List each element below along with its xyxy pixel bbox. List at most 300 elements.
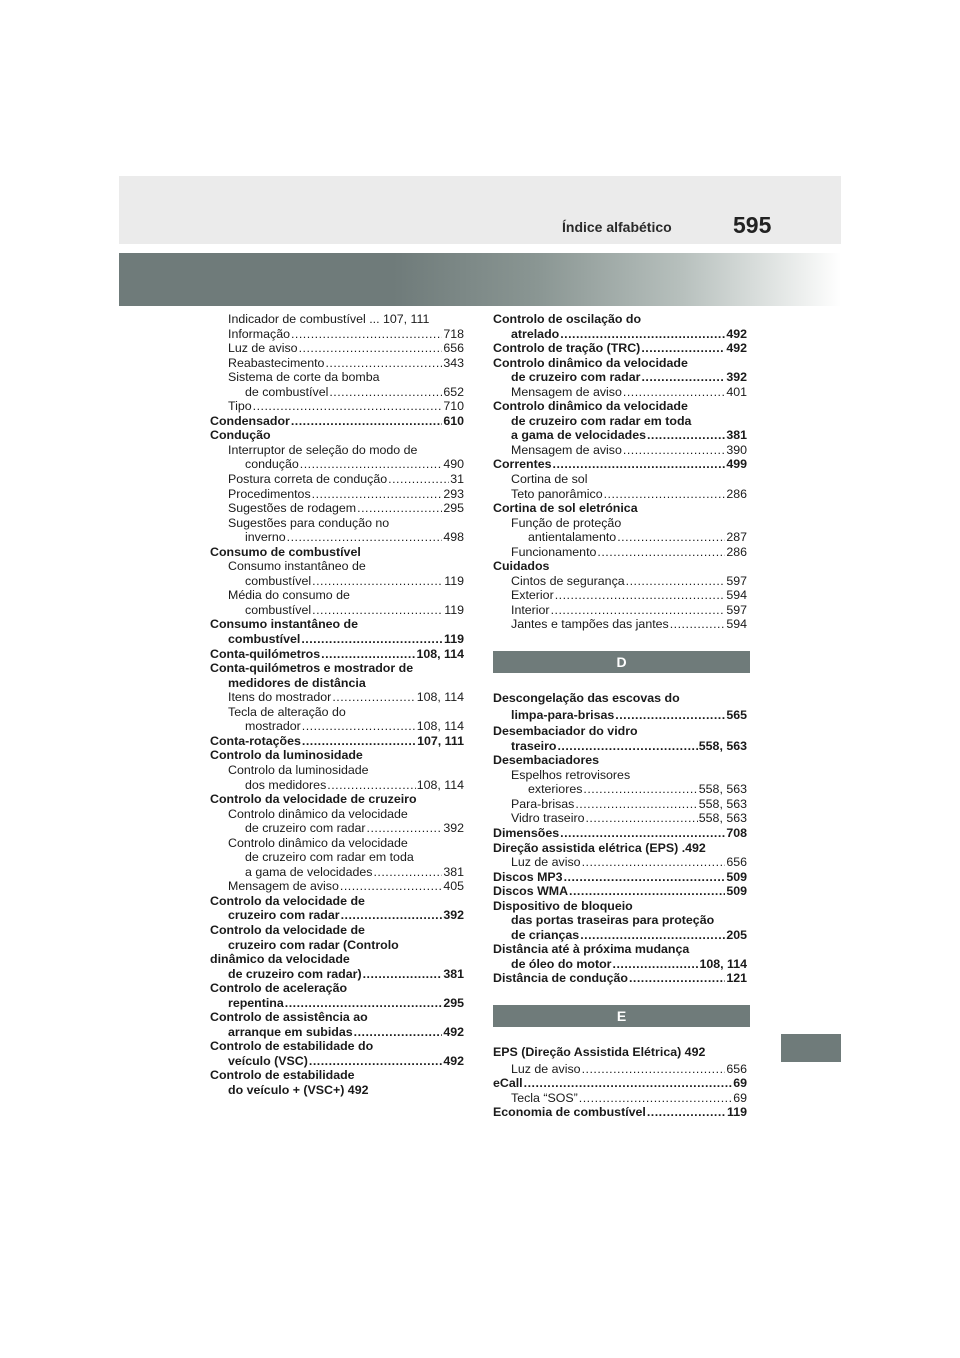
index-entry-label: Desembaciador do vidro <box>493 724 638 739</box>
index-entry-leader <box>582 1062 726 1077</box>
index-entry-page: 492 <box>443 1053 464 1068</box>
index-entry <box>493 768 747 783</box>
index-entry <box>493 428 747 443</box>
index-section-e <box>493 1045 747 1120</box>
index-entry <box>210 370 464 385</box>
index-entry <box>210 661 464 676</box>
index-entry-page: 381 <box>726 428 747 443</box>
index-entry <box>493 588 747 603</box>
index-entry <box>493 530 747 545</box>
index-entry <box>210 530 464 545</box>
index-entry-page: 492 <box>726 341 747 356</box>
index-entry-page: 108, 114 <box>416 719 464 734</box>
index-entry-page: 119 <box>727 1105 747 1120</box>
index-entry-label: Vidro traseiro <box>511 811 585 826</box>
index-entry-label: veículo (VSC) <box>228 1053 308 1068</box>
index-entry-leader <box>301 632 443 647</box>
index-entry <box>493 841 747 856</box>
index-entry-leader <box>367 821 443 836</box>
index-entry-label: Itens do mostrador <box>228 690 332 705</box>
index-entry <box>210 719 464 734</box>
index-entry-label: de cruzeiro com radar <box>511 370 641 385</box>
index-entry-leader <box>560 327 725 342</box>
index-column-right <box>493 312 747 1120</box>
index-entry-label: Interior <box>511 602 550 617</box>
index-entry <box>210 792 464 807</box>
index-entry-leader <box>327 778 415 793</box>
index-entry-label: Condução <box>210 428 271 443</box>
index-entry <box>493 574 747 589</box>
index-entry-page: 381 <box>443 966 464 981</box>
index-entry <box>493 811 747 826</box>
index-entry-leader <box>555 588 726 603</box>
index-entry-label: Exterior <box>511 588 554 603</box>
index-entry-label: inverno <box>245 530 286 545</box>
index-entry-page: 597 <box>726 573 747 588</box>
index-entry-page: 121 <box>726 971 747 986</box>
index-entry-leader <box>569 884 725 899</box>
index-entry-label: Procedimentos <box>228 486 311 501</box>
index-entry-label: de cruzeiro com radar <box>245 821 366 836</box>
index-entry <box>493 327 747 342</box>
index-entry-page: 558, 563 <box>698 796 747 811</box>
index-entry-page: 392 <box>443 821 464 836</box>
index-entry-label: Cortina de sol <box>511 472 588 487</box>
index-entry-leader <box>585 811 697 826</box>
index-entry <box>493 399 747 414</box>
index-entry-label: arranque em subidas <box>228 1024 353 1039</box>
index-entry-leader <box>302 719 416 734</box>
section-header-e: E <box>493 1005 750 1027</box>
index-entry <box>210 690 464 705</box>
index-entry-label: Controlo da luminosidade <box>210 748 363 763</box>
index-entry-leader <box>285 996 443 1011</box>
index-entry-label: Cintos de segurança <box>511 573 625 588</box>
index-entry <box>493 559 747 574</box>
index-entry-page: 490 <box>443 457 464 472</box>
index-entry-label: Cuidados <box>493 559 550 574</box>
index-entry-leader <box>580 928 725 943</box>
page-number: 595 <box>733 212 772 238</box>
index-entry <box>210 487 464 502</box>
index-entry-label: Tecla “SOS” <box>511 1090 578 1105</box>
index-entry-label: Correntes <box>493 457 552 472</box>
index-entry <box>210 807 464 822</box>
index-entry <box>493 971 747 986</box>
index-entry <box>210 574 464 589</box>
index-entry <box>493 691 747 706</box>
index-entry-label: Luz de aviso <box>511 1061 581 1076</box>
index-entry-leader <box>291 414 442 429</box>
index-entry-label: Consumo instantâneo de <box>210 617 359 632</box>
index-entry <box>493 443 747 458</box>
index-entry-label: Interruptor de seleção do modo de <box>228 442 418 457</box>
index-entry-leader <box>579 1091 732 1106</box>
index-entry <box>210 778 464 793</box>
index-entry <box>493 870 747 885</box>
index-entry-label: a gama de velocidades <box>511 428 646 443</box>
index-entry <box>493 739 747 754</box>
index-entry-leader <box>388 472 449 487</box>
index-entry <box>210 632 464 647</box>
index-entry-page: 710 <box>443 399 464 414</box>
index-entry <box>210 1068 464 1083</box>
index-entry-page: 509 <box>726 884 747 899</box>
index-entry-page: 286 <box>726 544 747 559</box>
index-entry-leader <box>354 1025 443 1040</box>
index-entry-label: Conta-quilómetros <box>210 646 321 661</box>
index-entry <box>210 428 464 443</box>
index-entry-label: Direção assistida elétrica (EPS) .492 <box>493 840 706 855</box>
index-entry <box>493 356 747 371</box>
index-entry-label: Controlo da velocidade de <box>210 922 365 937</box>
index-entry-label: Controlo dinâmico da velocidade <box>493 399 688 414</box>
index-entry-page: 119 <box>444 573 464 588</box>
index-entry <box>493 708 747 723</box>
index-entry <box>493 942 747 957</box>
index-entry-page: 558, 563 <box>698 782 747 797</box>
index-entry <box>493 545 747 560</box>
index-entry <box>493 457 747 472</box>
index-entry <box>210 647 464 662</box>
index-entry-label: cruzeiro com radar <box>228 908 340 923</box>
index-entry <box>210 676 464 691</box>
index-entry <box>210 545 464 560</box>
index-entry-page: 119 <box>444 602 464 617</box>
index-entry-leader <box>321 647 415 662</box>
index-entry <box>493 753 747 768</box>
index-entry-page: 565 <box>726 707 747 722</box>
index-entry <box>210 836 464 851</box>
index-entry-leader <box>253 399 443 414</box>
index-section-d <box>493 691 747 986</box>
index-entry <box>493 782 747 797</box>
index-entry-page: 108, 114 <box>699 956 747 971</box>
index-entry-label: Jantes e tampões das jantes <box>511 617 669 632</box>
index-entry <box>210 617 464 632</box>
index-entry-page: 31 <box>450 472 464 487</box>
index-entry-page: 656 <box>443 341 464 356</box>
index-entry-label: de cruzeiro com radar) <box>228 966 362 981</box>
index-entry-leader <box>557 739 697 754</box>
index-entry-leader <box>560 826 725 841</box>
index-entry-page: 492 <box>726 326 747 341</box>
index-entry-label: Luz de aviso <box>228 341 298 356</box>
index-entry <box>493 928 747 943</box>
index-entry-page: 509 <box>726 869 747 884</box>
index-entry-leader <box>363 967 443 982</box>
index-entry <box>210 443 464 458</box>
index-entry <box>210 923 464 938</box>
index-entry <box>493 899 747 914</box>
index-entry-leader <box>647 428 725 443</box>
index-entry-label: Controlo de tração (TRC) <box>493 341 641 356</box>
index-entry <box>493 957 747 972</box>
index-entry-label: Descongelação das escovas do <box>493 691 680 706</box>
index-entry <box>493 385 747 400</box>
index-entry <box>210 705 464 720</box>
index-entry-label: Desembaciadores <box>493 753 600 768</box>
index-entry-leader <box>373 865 442 880</box>
index-entry-label: Discos WMA <box>493 884 569 899</box>
index-entry-leader <box>575 797 697 812</box>
index-entry-leader <box>341 908 443 923</box>
index-entry-label: atrelado <box>511 326 560 341</box>
index-entry-page: 498 <box>443 530 464 545</box>
index-entry-page: 558, 563 <box>698 811 747 826</box>
index-entry-label: Distância de condução <box>493 971 628 986</box>
index-entry-label: Conta-rotações <box>210 733 301 748</box>
index-entry-label: Para-brisas <box>511 796 575 811</box>
index-entry-leader <box>641 341 725 356</box>
index-entry <box>210 821 464 836</box>
index-entry <box>493 617 747 632</box>
index-entry-leader <box>615 708 725 723</box>
index-entry <box>210 1039 464 1054</box>
index-entry <box>210 981 464 996</box>
index-entry-page: 69 <box>733 1090 747 1105</box>
index-entry <box>210 356 464 371</box>
index-entry <box>210 1025 464 1040</box>
index-entry-label: mostrador <box>245 719 301 734</box>
index-entry-label: Controlo da luminosidade <box>228 762 369 777</box>
index-entry-label: Mensagem de aviso <box>511 442 622 457</box>
index-entry-leader <box>312 487 443 502</box>
index-entry-label: a gama de velocidades <box>245 864 373 879</box>
index-entry-label: Reabastecimento <box>228 355 325 370</box>
index-entry-leader <box>597 545 725 560</box>
index-entry-label: Controlo da velocidade de <box>210 893 365 908</box>
index-entry <box>210 327 464 342</box>
index-entry <box>210 850 464 865</box>
index-entry <box>493 1076 747 1091</box>
index-entry-page: 392 <box>443 908 464 923</box>
index-entry <box>210 908 464 923</box>
index-entry-label: Controlo de aceleração <box>210 981 348 996</box>
index-entry <box>210 967 464 982</box>
index-entry-page: 718 <box>443 326 464 341</box>
index-entry <box>493 797 747 812</box>
index-entry-label: Funcionamento <box>511 544 597 559</box>
index-entry <box>210 588 464 603</box>
index-entry-label: EPS (Direção Assistida Elétrica) 492 <box>493 1044 706 1059</box>
index-entry-label: Consumo de combustível <box>210 544 361 559</box>
index-entry-label: Informação <box>228 326 290 341</box>
index-entry-label: Sugestões de rodagem <box>228 501 357 516</box>
index-entry-leader <box>291 327 442 342</box>
index-entry-label: de crianças <box>511 927 580 942</box>
index-entry-label: cruzeiro com radar (Controlo <box>228 937 399 952</box>
index-entry <box>493 472 747 487</box>
index-entry <box>210 1083 464 1098</box>
index-entry-label: de cruzeiro com radar em toda <box>245 850 414 865</box>
index-entry <box>210 603 464 618</box>
index-entry-label: Controlo de estabilidade do <box>210 1039 374 1054</box>
index-entry-page: 597 <box>726 602 747 617</box>
index-entry-leader <box>641 370 725 385</box>
index-entry-leader <box>629 971 725 986</box>
index-entry <box>493 826 747 841</box>
index-entry-label: Consumo instantâneo de <box>228 559 366 574</box>
index-entry <box>210 865 464 880</box>
index-entry <box>493 603 747 618</box>
index-entry-label: Controlo dinâmico da velocidade <box>228 835 408 850</box>
index-entry-page: 205 <box>726 927 747 942</box>
index-entry <box>210 952 464 967</box>
index-entry-label: do veículo + (VSC+) 492 <box>228 1082 369 1097</box>
index-entry-leader <box>300 457 443 472</box>
index-entry-page: 656 <box>726 1061 747 1076</box>
index-entry-page: 69 <box>733 1076 747 1091</box>
index-entry-page: 492 <box>443 1024 464 1039</box>
index-entry-label: limpa-para-brisas <box>511 707 615 722</box>
index-entry-label: Tipo <box>228 399 252 414</box>
index-entry-leader <box>582 855 726 870</box>
index-entry-label: de cruzeiro com radar em toda <box>511 413 692 428</box>
index-entry-leader <box>623 385 725 400</box>
index-entry-leader <box>647 1105 726 1120</box>
index-entry-page: 390 <box>726 442 747 457</box>
index-entry-leader <box>551 603 726 618</box>
index-entry <box>493 516 747 531</box>
index-entry-label: Conta-quilómetros e mostrador de <box>210 661 414 676</box>
index-entry-label: combustível <box>245 573 312 588</box>
index-entry-label: Sugestões para condução no <box>228 515 390 530</box>
index-entry <box>210 559 464 574</box>
index-entry-leader <box>309 1054 442 1069</box>
index-entry-label: traseiro <box>511 738 557 753</box>
index-entry <box>210 312 464 327</box>
index-entry-label: Indicador de combustível ... 107, 111 <box>228 312 430 326</box>
index-entry-leader <box>524 1076 733 1091</box>
index-entry-label: Controlo dinâmico da velocidade <box>493 355 688 370</box>
index-entry <box>493 1062 747 1077</box>
index-entry-label: das portas traseiras para proteção <box>511 913 715 928</box>
index-entry-leader <box>604 487 726 502</box>
index-entry <box>493 312 747 327</box>
index-entry-leader <box>299 341 443 356</box>
index-entry <box>210 748 464 763</box>
index-entry-leader <box>340 879 442 894</box>
index-entry <box>210 457 464 472</box>
index-entry <box>493 1091 747 1106</box>
index-entry <box>210 938 464 953</box>
index-entry-page: 558, 563 <box>698 738 747 753</box>
index-entry-label: dinâmico da velocidade <box>210 952 350 967</box>
index-entry-page: 656 <box>726 855 747 870</box>
index-entry-label: repentina <box>228 995 284 1010</box>
index-entry <box>210 516 464 531</box>
index-entry-leader <box>564 870 726 885</box>
index-entry-label: Mensagem de aviso <box>511 384 622 399</box>
index-entry-leader <box>670 617 726 632</box>
index-entry-page: 108, 114 <box>416 777 464 792</box>
index-entry-label: combustível <box>228 632 301 647</box>
index-entry-label: combustível <box>245 602 312 617</box>
index-entry <box>210 879 464 894</box>
index-entry-label: Mensagem de aviso <box>228 879 339 894</box>
index-entry-label: eCall <box>493 1076 523 1091</box>
index-entry-page: 107, 111 <box>417 733 464 748</box>
index-entry <box>210 414 464 429</box>
index-entry-page: 594 <box>726 588 747 603</box>
page-title: Índice alfabético <box>562 219 672 235</box>
index-entry-label: Discos MP3 <box>493 869 563 884</box>
index-entry <box>210 501 464 516</box>
section-tab-marker <box>781 1034 841 1062</box>
index-entry-label: Controlo da velocidade de cruzeiro <box>210 792 417 807</box>
index-entry <box>210 385 464 400</box>
index-entry-leader <box>623 443 725 458</box>
index-entry-leader <box>357 501 442 516</box>
index-entry-leader <box>287 530 443 545</box>
index-entry <box>493 414 747 429</box>
index-entry-page: 295 <box>443 501 464 516</box>
index-entry-label: Dimensões <box>493 825 560 840</box>
index-entry-page: 108, 114 <box>416 646 464 661</box>
index-entry <box>210 734 464 749</box>
index-entry-label: Controlo de estabilidade <box>210 1068 355 1083</box>
index-section-c <box>493 312 747 632</box>
index-entry-label: Espelhos retrovisores <box>511 767 631 782</box>
index-entry-leader <box>583 782 697 797</box>
index-entry-leader <box>626 574 726 589</box>
index-entry-label: Tecla de alteração do <box>228 704 346 719</box>
index-entry-label: Média do consumo de <box>228 588 350 603</box>
index-entry-page: 392 <box>726 370 747 385</box>
index-entry-leader <box>553 457 726 472</box>
index-entry <box>493 370 747 385</box>
index-entry-page: 405 <box>443 879 464 894</box>
index-entry-leader <box>302 734 416 749</box>
index-entry <box>210 894 464 909</box>
index-entry <box>493 913 747 928</box>
index-entry <box>210 472 464 487</box>
index-entry <box>210 399 464 414</box>
index-entry-page: 295 <box>443 995 464 1010</box>
index-column-left <box>210 312 464 1098</box>
index-entry-page: 108, 114 <box>416 690 464 705</box>
index-entry-leader <box>312 574 443 589</box>
index-entry-page: 343 <box>443 355 464 370</box>
index-entry <box>210 763 464 778</box>
section-header-d: D <box>493 651 750 673</box>
index-entry-label: condução <box>245 457 299 472</box>
index-entry-label: exteriores <box>528 782 583 797</box>
index-entry <box>493 884 747 899</box>
index-entry <box>493 1045 747 1060</box>
decorative-band <box>119 253 841 306</box>
index-entry-label: Economia de combustível <box>493 1105 646 1120</box>
index-entry <box>210 996 464 1011</box>
index-entry-leader <box>613 957 699 972</box>
index-entry-label: Controlo dinâmico da velocidade <box>228 806 408 821</box>
index-entry-label: Sistema de corte da bomba <box>228 370 380 385</box>
index-entry-label: Controlo de oscilação do <box>493 312 642 326</box>
index-entry-page: 499 <box>726 457 747 472</box>
index-entry-label: de combustível <box>245 384 329 399</box>
index-entry-label: Luz de aviso <box>511 855 581 870</box>
index-entry <box>493 855 747 870</box>
index-entry-page: 594 <box>726 617 747 632</box>
index-entry-label: dos medidores <box>245 777 327 792</box>
index-entry-label: Distância até à próxima mudança <box>493 942 690 957</box>
index-entry-leader <box>332 690 415 705</box>
index-entry-label: Dispositivo de bloqueio <box>493 898 633 913</box>
index-entry-label: Cortina de sol eletrónica <box>493 501 638 516</box>
index-entry-page: 119 <box>444 632 464 647</box>
index-entry-label: antientalamento <box>528 530 617 545</box>
